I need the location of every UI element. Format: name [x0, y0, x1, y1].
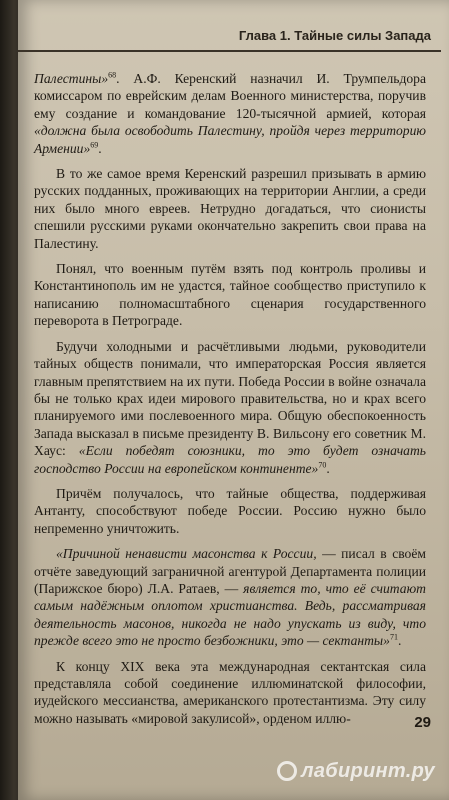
- paragraph-text: .: [397, 633, 402, 649]
- page-number: 29: [414, 714, 431, 731]
- book-page: [18, 0, 449, 800]
- paragraph-text: . А.Ф. Керенский назначил И. Трумпельдора комиссаром по еврейским делам Военного министерства, поручив ему создание и командование 120-тысячной армией, которая: [34, 71, 426, 121]
- header-rule: [18, 50, 441, 52]
- paragraph: [34, 658, 426, 728]
- running-header: Глава 1. Тайные силы Запада: [238, 28, 431, 43]
- quote-text: «должна была освободить Палестину, пройдя через территорию Армении»: [34, 123, 426, 156]
- body-text: [34, 70, 426, 735]
- paragraph-text: Причём получалось, что тайные общества, поддерживая Антанту, способствуют победе России. Россию нужно было непременно уничтожить.: [34, 485, 426, 536]
- paragraph: [34, 338, 426, 477]
- quote-text: «Причиной ненависти масонства к России,: [56, 546, 317, 562]
- footnote-ref: 69: [90, 140, 99, 150]
- quote-text: является то, что её считают самым надёжным оплотом христианства. Ведь, рассматривая деятельность масонов, никогда не надо упускать из виду, что прежде всего это не просто безбожники, это — сектанты»: [34, 580, 426, 649]
- labirint-logo-icon: [277, 761, 297, 781]
- quote-text: Палестины»: [34, 71, 109, 86]
- watermark-text: лабиринт.ру: [301, 760, 435, 782]
- quote-text: «Если победят союзники, то это будет означать господство России на европейском континенте»: [34, 443, 426, 476]
- footnote-ref: 68: [108, 70, 117, 80]
- paragraph-text: Понял, что военным путём взять под контроль проливы и Константинополь им не удастся, тайное сообщество приступило к написанию полномасштабного сценария государственного переворота в Петрограде.: [34, 261, 426, 329]
- paragraph: [34, 260, 426, 330]
- paragraph: [34, 70, 426, 157]
- paragraph-text: К концу XIX века эта международная сектантская сила представляла собой соединение иллюминатской философии, иудейского мессианства, американского протестантизма. Эту силу можно называть «мировой закулисой», орденом иллю-: [34, 658, 426, 726]
- watermark: [277, 760, 435, 783]
- footnote-ref: 71: [389, 632, 398, 642]
- paragraph: [34, 545, 426, 649]
- paragraph-text: .: [98, 140, 102, 156]
- paragraph-text: Будучи холодными и расчётливыми людьми, руководители тайных обществ понимали, что императорская Россия является главным препятствием на их пути. Победа России в войне означала бы не только крах идеи мирового правительства, но и крах всего планируемого ими послевоенного мира. Общую обеспокоенность Запада высказал в письме президенту В. Вильсону его советник М. Хаус:: [34, 338, 426, 459]
- paragraph-text: .: [326, 460, 330, 476]
- paragraph-text: — писал в своём отчёте заведующий заграничной агентурой Департамента полиции (Парижское бюро) Л.А. Ратаев, —: [34, 546, 426, 596]
- paragraph: [34, 485, 426, 537]
- footnote-ref: 70: [318, 460, 327, 469]
- paragraph: [34, 165, 426, 252]
- paragraph-text: В то же самое время Керенский разрешил призывать в армию русских подданных, проживающих на территории Англии, а среди них было много евреев. Нетрудно догадаться, что сионисты спешили русскими руками окончательно закрепить свои права на Палестину.: [34, 166, 426, 251]
